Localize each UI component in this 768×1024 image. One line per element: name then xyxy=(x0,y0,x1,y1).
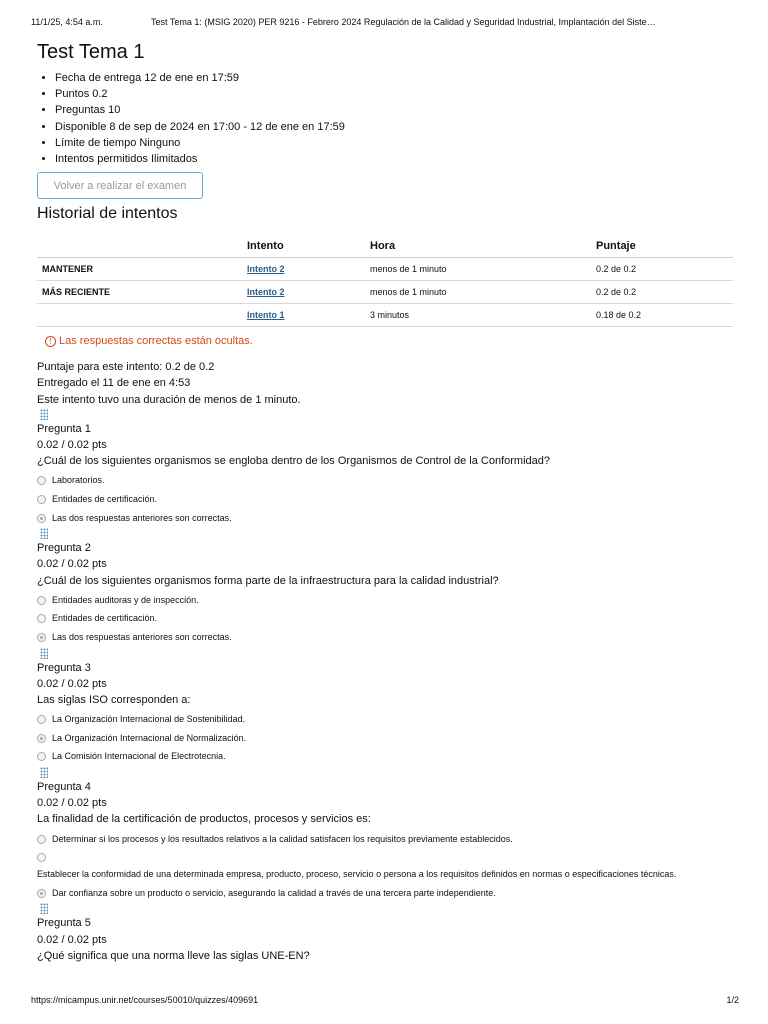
detail-points: • Puntos 0.2 xyxy=(55,86,733,102)
attempt-score: 0.2 de 0.2 xyxy=(596,258,733,281)
radio-checked-icon[interactable] xyxy=(37,889,46,898)
question-number: Pregunta 4 xyxy=(37,781,91,793)
question-number: Pregunta 5 xyxy=(37,917,91,930)
question-text: La finalidad de la certificación de productos, procesos y servicios es: xyxy=(37,813,371,826)
drag-handle-icon xyxy=(40,903,48,914)
question-text: Las siglas ISO corresponden a: xyxy=(37,694,191,707)
question-points: 0.02 / 0.02 pts xyxy=(37,439,107,452)
drag-handle-icon xyxy=(40,409,48,420)
radio-checked-icon[interactable] xyxy=(37,514,46,523)
question-text: ¿Cuál de los siguientes organismos se engloba dentro de los Organismos de Control de la Conformidad? xyxy=(37,455,551,468)
row-label: MÁS RECIENTE xyxy=(37,281,247,304)
column-header-time: Hora xyxy=(370,230,596,258)
attempt-link[interactable]: Intento 2 xyxy=(247,264,285,275)
question-points: 0.02 / 0.02 pts xyxy=(37,677,107,690)
attempt-duration: Este intento tuvo una duración de menos de 1 minuto. xyxy=(37,393,301,406)
column-header-attempt: Intento xyxy=(247,230,370,258)
question-number: Pregunta 3 xyxy=(37,661,91,674)
answer-option[interactable]: Entidades auditoras y de inspección. xyxy=(37,591,733,610)
attempt-score: 0.2 de 0.2 xyxy=(596,281,733,304)
question-number: Pregunta 1 xyxy=(37,422,91,435)
radio-icon[interactable] xyxy=(37,715,46,724)
print-document-title: Test Tema 1: (MSIG 2020) PER 9216 - Febrero 2024 Regulación de la Calidad y Seguridad Industrial, Implantación del Siste… xyxy=(151,17,656,27)
radio-icon[interactable] xyxy=(37,476,46,485)
hidden-answers-warning xyxy=(37,335,733,351)
radio-checked-icon[interactable] xyxy=(37,633,46,642)
attempt-submitted: Entregado el 11 de ene en 4:53 xyxy=(37,377,191,390)
question-block xyxy=(37,409,733,527)
detail-due-date: • Fecha de entrega 12 de ene en 17:59 xyxy=(55,70,733,86)
print-header xyxy=(31,17,741,27)
table-row xyxy=(37,281,733,304)
print-url: https://micampus.unir.net/courses/50010/quizzes/409691 xyxy=(31,995,259,1005)
attempt-link[interactable]: Intento 2 xyxy=(247,287,285,298)
row-label: MANTENER xyxy=(37,258,247,281)
radio-icon[interactable] xyxy=(37,835,46,844)
radio-icon[interactable] xyxy=(37,853,46,862)
column-header-label xyxy=(37,230,247,258)
detail-allowed-attempts: • Intentos permitidos Ilimitados xyxy=(55,151,733,167)
detail-time-limit: • Límite de tiempo Ninguno xyxy=(55,135,733,151)
answer-option[interactable]: Establecer la conformidad de una determinada empresa, producto, proceso, servicio o persona a los requisitos definidos en normas o especificaciones técnicas. xyxy=(37,848,733,882)
attempt-link[interactable]: Intento 1 xyxy=(247,310,285,321)
answer-option[interactable]: Laboratorios. xyxy=(37,471,733,490)
question-points: 0.02 / 0.02 pts xyxy=(37,797,107,810)
print-footer xyxy=(31,995,739,1005)
question-block xyxy=(37,648,733,766)
detail-questions: • Preguntas 10 xyxy=(55,102,733,118)
answer-option[interactable]: La Comisión Internacional de Electrotecnia. xyxy=(37,747,733,766)
row-label xyxy=(37,304,247,327)
question-block xyxy=(37,903,733,964)
answer-option-selected[interactable]: Las dos respuestas anteriores son correctas. xyxy=(37,628,733,647)
attempt-history-table xyxy=(37,230,733,327)
radio-icon[interactable] xyxy=(37,495,46,504)
drag-handle-icon xyxy=(40,648,48,659)
attempt-time: 3 minutos xyxy=(370,304,596,327)
warning-icon: ! xyxy=(45,336,56,347)
retake-quiz-button[interactable]: Volver a realizar el examen xyxy=(37,172,203,199)
table-header-row xyxy=(37,230,733,258)
attempt-history-title: Historial de intentos xyxy=(37,205,178,223)
radio-icon[interactable] xyxy=(37,752,46,761)
answer-option-selected[interactable]: La Organización Internacional de Normalización. xyxy=(37,729,733,748)
table-row xyxy=(37,258,733,281)
attempt-score: 0.18 de 0.2 xyxy=(596,304,733,327)
drag-handle-icon xyxy=(40,767,48,778)
radio-icon[interactable] xyxy=(37,596,46,605)
radio-icon[interactable] xyxy=(37,614,46,623)
attempt-score-summary: Puntaje para este intento: 0.2 de 0.2 xyxy=(37,361,215,374)
answer-option[interactable]: La Organización Internacional de Sostenibilidad. xyxy=(37,710,733,729)
question-points: 0.02 / 0.02 pts xyxy=(37,558,107,571)
answer-option-selected[interactable]: Las dos respuestas anteriores son correctas. xyxy=(37,509,733,528)
answer-option-selected[interactable]: Dar confianza sobre un producto o servicio, asegurando la calidad a través de una tercera parte independiente. xyxy=(37,884,733,903)
radio-checked-icon[interactable] xyxy=(37,734,46,743)
answer-option[interactable]: Entidades de certificación. xyxy=(37,609,733,628)
drag-handle-icon xyxy=(40,528,48,539)
question-text: ¿Qué significa que una norma lleve las siglas UNE-EN? xyxy=(37,949,310,962)
detail-available: • Disponible 8 de sep de 2024 en 17:00 - 12 de ene en 17:59 xyxy=(55,119,733,135)
table-row xyxy=(37,304,733,327)
question-block xyxy=(37,528,733,646)
answer-option[interactable]: Entidades de certificación. xyxy=(37,490,733,509)
attempt-time: menos de 1 minuto xyxy=(370,281,596,304)
quiz-details-list xyxy=(37,70,733,167)
attempt-summary xyxy=(37,359,733,408)
print-date: 11/1/25, 4:54 a.m. xyxy=(31,17,103,27)
column-header-score: Puntaje xyxy=(596,230,733,258)
question-text: ¿Cuál de los siguientes organismos forma parte de la infraestructura para la calidad industrial? xyxy=(37,574,499,587)
attempt-time: menos de 1 minuto xyxy=(370,258,596,281)
quiz-content xyxy=(37,40,733,966)
answer-option[interactable]: Determinar si los procesos y los resultados relativos a la calidad satisfacen los requisitos previamente establecidos. xyxy=(37,830,733,849)
question-number: Pregunta 2 xyxy=(37,542,91,555)
warning-text: Las respuestas correctas están ocultas. xyxy=(59,335,253,348)
page-title: Test Tema 1 xyxy=(37,41,145,63)
question-block xyxy=(37,767,733,902)
question-points: 0.02 / 0.02 pts xyxy=(37,933,107,946)
print-page-number: 1/2 xyxy=(726,995,739,1005)
